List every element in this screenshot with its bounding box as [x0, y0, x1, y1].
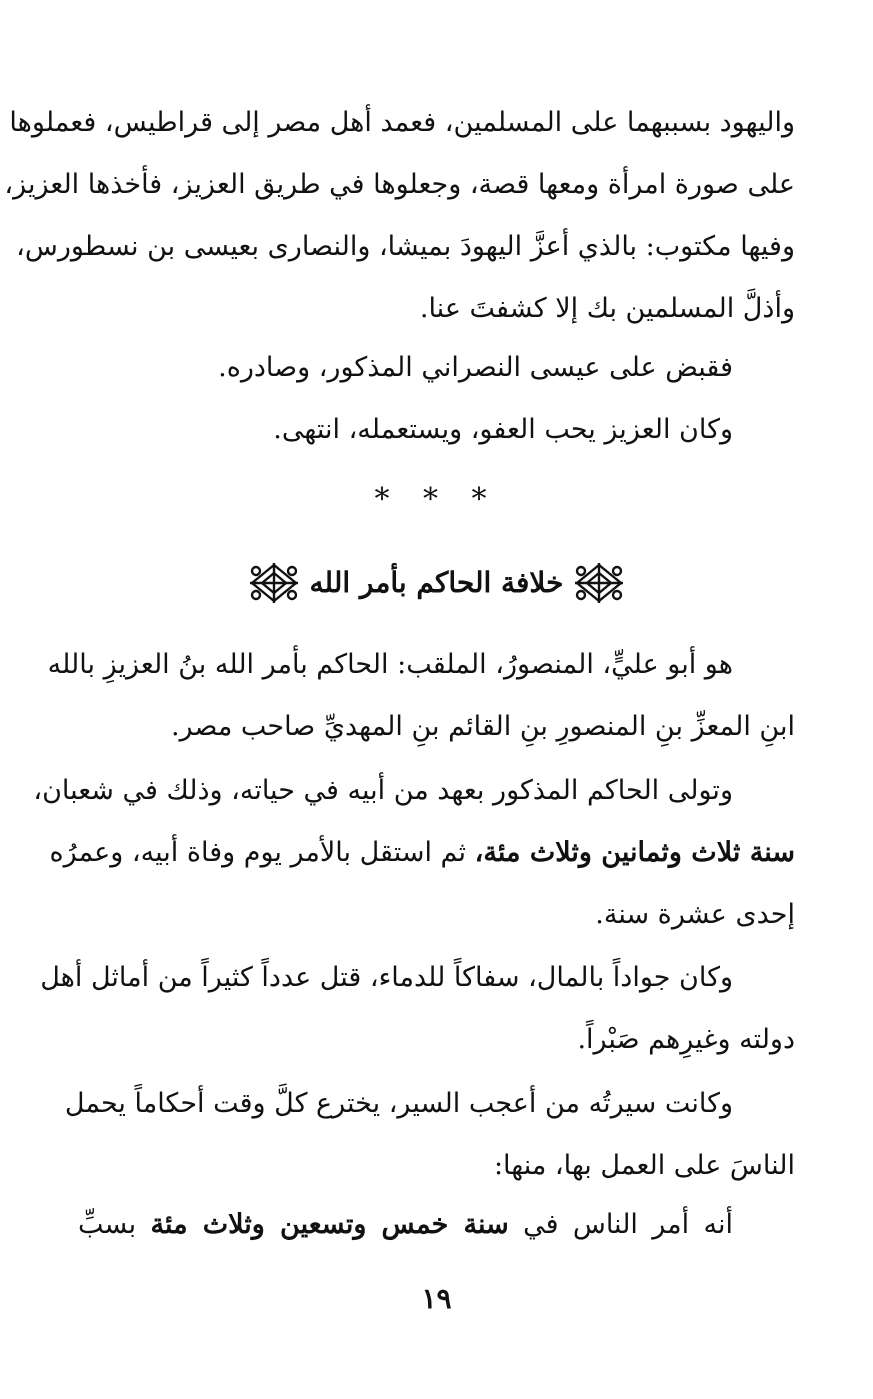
text-segment: أنه أمر الناس في [508, 1209, 733, 1240]
text-line: الناسَ على العمل بها، منها: [493, 1150, 795, 1181]
ornament-right-icon [573, 561, 625, 605]
bold-date: سنة خمس وتسعين وثلاث مئة [150, 1209, 509, 1240]
paragraph-line [78, 1205, 733, 1245]
text-line: وأذلَّ المسلمين بك إلا كشفتَ عنا. [419, 293, 795, 324]
section-heading [0, 553, 873, 613]
bold-date: سنة ثلاث وثمانين وثلاث مئة، [474, 837, 795, 868]
text-line: ابنِ المعزِّ بنِ المنصورِ بنِ القائم بنِ المهديِّ صاحب مصر. [170, 711, 795, 742]
text-line: على صورة امرأة ومعها قصة، وجعلوها في طريق العزيز، فأخذها العزيز، [4, 169, 795, 200]
paragraph-line: هو أبو عليٍّ، المنصورُ، الملقب: الحاكم بأمر الله بنُ العزيزِ بالله [47, 649, 733, 680]
paragraph-line: وكانت سيرتُه من أعجب السير، يخترع كلَّ وقت أحكاماً يحمل [64, 1088, 733, 1119]
section-separator: * * * [374, 482, 499, 517]
text-line: دولته وغيرِهم صَبْراً. [577, 1024, 795, 1055]
text-segment: ثم استقل بالأمر يوم وفاة أبيه، وعمرُه [49, 837, 475, 868]
paragraph-line: وكان جواداً بالمال، سفاكاً للدماء، قتل عدداً كثيراً من أماثل أهل [40, 962, 733, 993]
ornament-left-icon [248, 561, 300, 605]
text-line [49, 833, 795, 873]
section-title: خلافة الحاكم بأمر الله [309, 566, 564, 599]
paragraph-line: وتولى الحاكم المذكور بعهد من أبيه في حياته، وذلك في شعبان، [33, 775, 733, 806]
paragraph-line: فقبض على عيسى النصراني المذكور، وصادره. [218, 352, 733, 383]
text-segment: بسبِّ [78, 1209, 151, 1240]
page-number: ١٩ [421, 1282, 452, 1315]
paragraph-line: وكان العزيز يحب العفو، ويستعمله، انتهى. [273, 414, 733, 445]
text-line: وفيها مكتوب: بالذي أعزَّ اليهودَ بميشا، والنصارى بعيسى بن نسطورس، [16, 231, 795, 262]
text-line: إحدى عشرة سنة. [595, 899, 795, 930]
text-line: واليهود بسببهما على المسلمين، فعمد أهل مصر إلى قراطيس، فعملوها [9, 107, 795, 138]
